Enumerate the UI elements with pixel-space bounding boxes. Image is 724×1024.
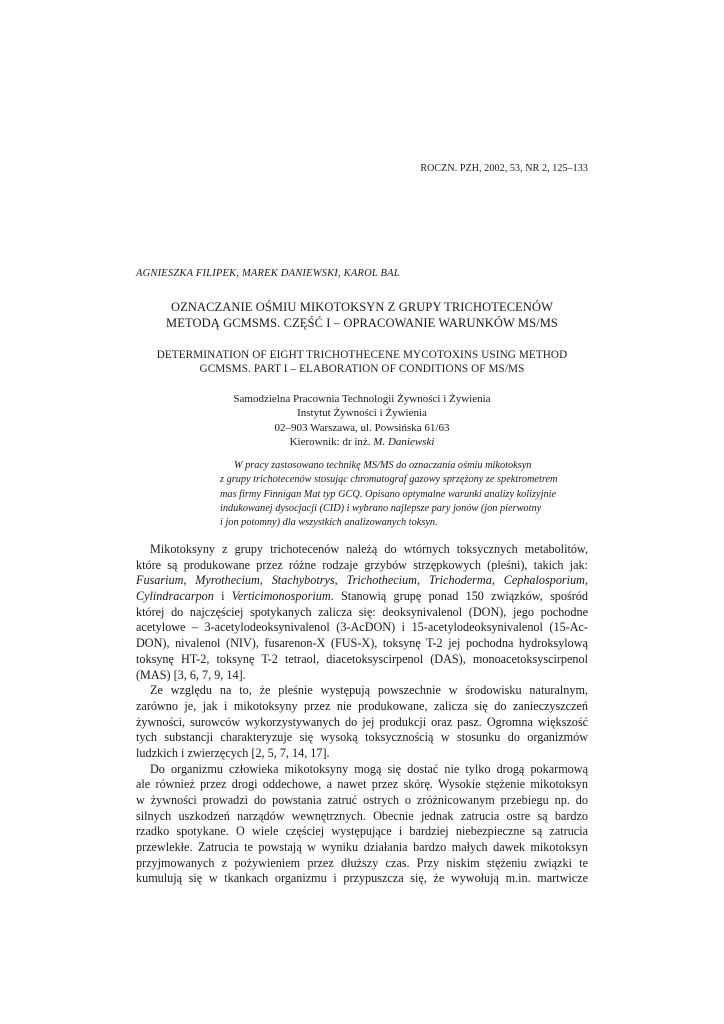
affiliation-line-3: 02–903 Warszawa, ul. Powsińska 61/63 (274, 421, 450, 434)
paragraph-1-line: DON), nivalenol (NIV), fusarenon-X (FUS-X), toksynę T-2 jej pochodna hydroksylową (136, 636, 588, 651)
genus-name: Stachybotrys (271, 573, 335, 588)
paragraph-1-genera-line: Fusarium, Myrothecium, Stachybotrys, Trichothecium, Trichoderma, Cephalosporium, (136, 573, 588, 588)
paragraph-3-line: przewlekłe. Zatrucia te powstają w wyniku działania bardzo małych dawek mikotoksyn (136, 840, 588, 855)
title-english (136, 348, 588, 376)
department-head-label: Kierownik: dr inż. (289, 435, 371, 448)
genus-name: Trichothecium (346, 573, 417, 588)
paragraph-1-line: (MAS) [3, 6, 7, 9, 14]. (136, 667, 246, 682)
affiliation (136, 392, 588, 449)
department-head-name: M. Daniewski (373, 435, 435, 448)
department-head (136, 435, 588, 449)
title-polish-line-1: OZNACZANIE OŚMIU MIKOTOKSYN Z GRUPY TRICHOTECENÓW (170, 300, 554, 314)
paragraph-1-line (136, 589, 588, 605)
paragraph-1-line: której do najczęściej spotykanych zalicza się: deoksynivalenol (DON), jego pochodne (136, 604, 588, 619)
genus-name: Trichoderma (428, 573, 492, 588)
sentence-text: . Stanowią grupę ponad 150 związków, spośród (330, 589, 588, 604)
paragraph-1-line: Mikotoksyny z grupy trichotecenów należą do wtórnych toksycznych metabolitów, (150, 542, 588, 556)
abstract-line: indukowanej dysocjacji (CID) i wybrano najlepsze pary jonów (jon pierwotny (220, 502, 542, 514)
body-text (136, 542, 588, 887)
paragraph-2-line: żywności, surowców wykorzystywanych do jej produkcji oraz pasz. Ogromna większość (136, 714, 588, 729)
paragraph-3-line: ale również przez drogi oddechowe, a nawet przez skórę. Wysokie stężenie mikotoksyn (136, 777, 588, 792)
title-polish-line-2: METODĄ GCMSMS. CZĘŚĆ I – OPRACOWANIE WARUNKÓW MS/MS (166, 316, 558, 330)
genus-name: Verticimonosporium (231, 589, 331, 604)
affiliation-line-2: Instytut Żywności i Żywienia (297, 407, 427, 420)
title-english-line-2: GCMSMS. PART I – ELABORATION OF CONDITIONS OF MS/MS (199, 363, 525, 375)
paragraph-3-line: kumulują się w tkankach organizmu i przypuszcza się, że wywołują m.in. martwicze (136, 871, 588, 886)
abstract-line: W pracy zastosowano technikę MS/MS do oznaczania ośmiu mikotoksyn (234, 460, 532, 471)
genus-name: Cylindracarpon (136, 589, 214, 604)
journal-reference: ROCZN. PZH, 2002, 53, NR 2, 125–133 (420, 163, 588, 174)
genus-name: Fusarium (136, 573, 184, 588)
paragraph-3-line: w żywności prowadzi do powstania zatruć ostrych o zróżnicowanym przebiegu np. do (136, 793, 588, 807)
abstract-line: z grupy trichotecenów stosując chromatograf gazowy sprzężony ze spektrometrem (220, 474, 558, 486)
title-english-line-1: DETERMINATION OF EIGHT TRICHOTHECENE MYCOTOXINS USING METHOD (156, 349, 568, 361)
paragraph-2-line: ludzkich i zwierzęcych [2, 5, 7, 14, 17]. (136, 745, 330, 760)
paragraph-2-line: zarówno je, jak i mikotoksyny przez nie produkowane, zalicza się do zanieczyszczeń (136, 698, 588, 713)
paragraph-2-line: tych substancji charakteryzuje się wysoką toksycznością w stosunku do organizmów (136, 730, 588, 745)
paragraph-3-line: Do organizmu człowieka mikotoksyny mogą się dostać nie tylko drogą pokarmową (150, 761, 588, 776)
abstract-line: mas firmy Finnigan Mat typ GCQ. Opisano optymalne warunki analizy kolizyjnie (220, 488, 557, 500)
abstract-line: i jon potomny) dla wszystkich analizowanych toksyn. (220, 517, 438, 529)
paragraph-2-line: Ze względu na to, że pleśnie występują powszechnie w środowisku naturalnym, (150, 683, 588, 698)
abstract (220, 459, 588, 530)
author-list: AGNIESZKA FILIPEK, MAREK DANIEWSKI, KAROL BAL (136, 268, 400, 279)
genus-name: Cephalosporium (503, 573, 585, 588)
paragraph-1-line: acetylowe – 3-acetylodeoksynivalenol (3-AcDON) i 15-acetylodeoksynivalenol (15-Ac- (136, 620, 588, 635)
affiliation-line-1: Samodzielna Pracownia Technologii Żywności i Żywienia (233, 393, 491, 405)
paragraph-3-line: rzadko spotykane. O wiele częściej występujące i bardziej niebezpieczne są zatrucia (136, 824, 588, 839)
conjunction-text: i (213, 589, 232, 604)
paragraph-3-line: silnych uszkodzeń narządów wewnętrznych. Obecnie jednak zatrucia ostre są bardzo (136, 808, 588, 823)
genus-name: Myrothecium (195, 573, 260, 588)
paragraph-3-line: przyjmowanych z pożywieniem przez dłuższy czas. Przy niskim stężeniu związki te (136, 855, 588, 870)
paragraph-1-line: toksynę HT-2, toksynę T-2 tetraol, diacetoksyscirpenol (DAS), monoacetoksyscirpenol (136, 651, 588, 666)
title-polish (136, 299, 588, 331)
paragraph-1-line: które są produkowane przez różne rodzaje grzybów strzępkowych (pleśni), takich jak: (136, 557, 588, 572)
